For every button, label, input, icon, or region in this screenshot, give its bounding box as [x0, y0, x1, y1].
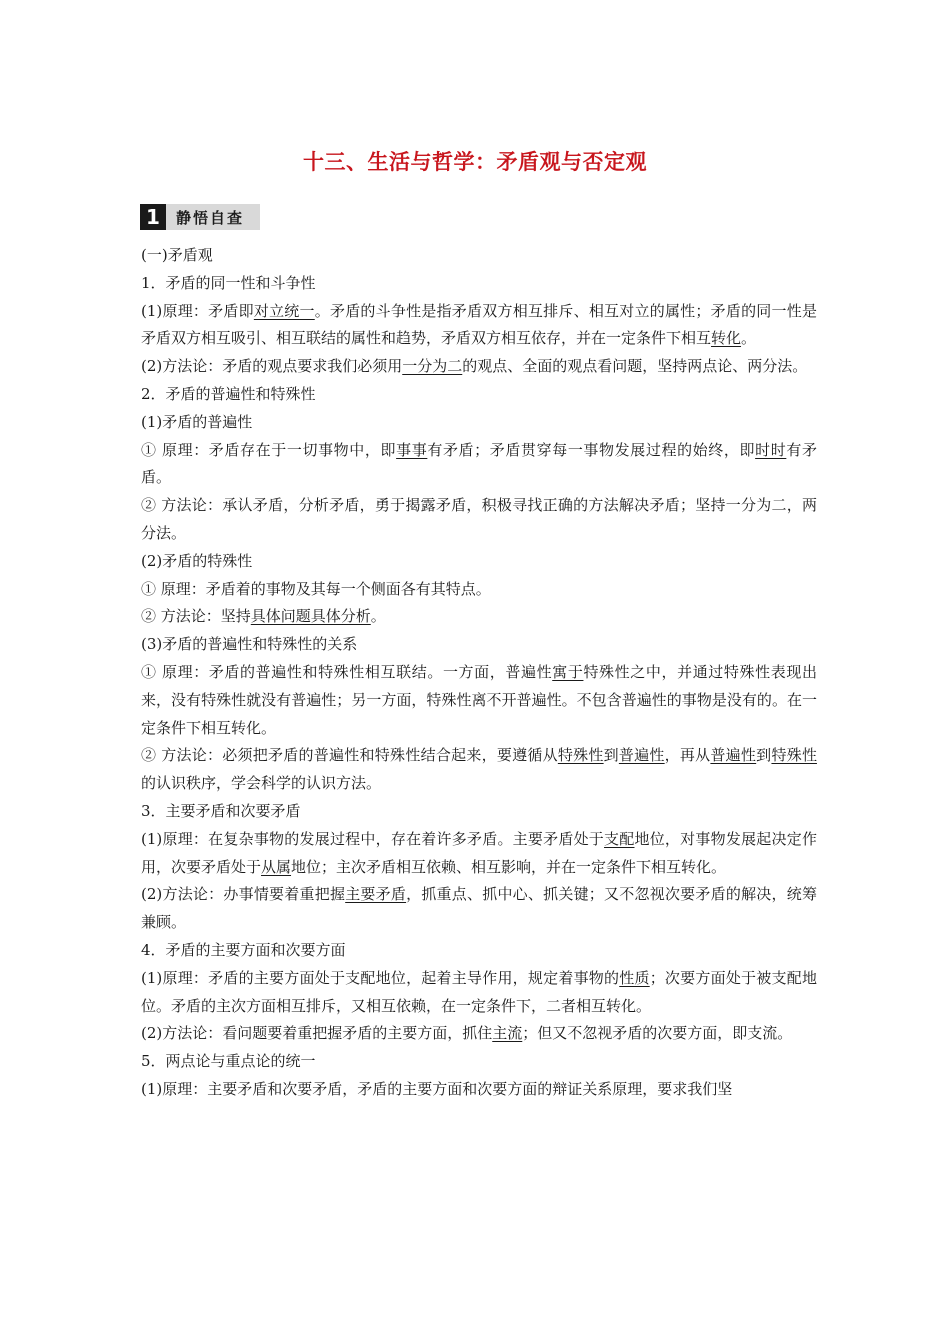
text-segment: 有矛盾；矛盾贯穿每一事物发展过程的始终，即	[427, 440, 756, 459]
underlined-keyword: 普遍性	[710, 746, 757, 765]
paragraph	[141, 1048, 817, 1076]
text-segment: ；但又不忽视矛盾的次要方面，即支流。	[522, 1024, 793, 1043]
paragraph	[141, 631, 817, 659]
text-segment: ① 原理：矛盾着的事物及其每一个侧面各有其特点。	[141, 579, 491, 598]
underlined-keyword: 一分为二	[402, 357, 463, 376]
paragraph	[141, 548, 817, 576]
page-title: 十三、生活与哲学：矛盾观与否定观	[303, 150, 647, 174]
underlined-keyword: 普遍性	[618, 746, 665, 765]
underlined-keyword: 寓于	[552, 662, 584, 681]
text-segment: ② 方法论：承认矛盾，分析矛盾，勇于揭露矛盾，积极寻找正确的方法解决矛盾；坚持一分为二，两分法。	[141, 496, 817, 542]
text-segment: (1)原理：主要矛盾和次要矛盾，矛盾的主要方面和次要方面的辩证关系原理，要求我们坚	[141, 1079, 733, 1098]
text-segment: 特殊性之中，并通过特殊性表现出来，没有特殊性就没有普遍性；另一方面，特殊性离不开普遍性。不包含普遍性的事物是没有的。在一定条件下相互转化。	[141, 662, 817, 737]
text-segment: (1)原理：矛盾即	[141, 301, 254, 320]
underlined-keyword: 支配	[604, 829, 635, 848]
underlined-keyword: 特殊性	[771, 746, 817, 765]
underlined-keyword: 从属	[261, 857, 292, 876]
text-segment: ；次要方面处于被支配地位。矛盾的主次方面相互排斥，又相互依赖，在一定条件下，二者相互转化。	[141, 968, 817, 1015]
paragraph	[141, 826, 817, 882]
text-segment: 有矛盾。	[141, 440, 817, 487]
text-segment: (一)矛盾观	[141, 246, 213, 264]
text-segment: 地位，对事物发展起决定作用，次要矛盾处于	[141, 829, 817, 876]
paragraph	[141, 1076, 817, 1104]
text-segment: 5．两点论与重点论的统一	[141, 1052, 316, 1071]
text-segment: 。	[741, 329, 757, 348]
paragraph	[141, 1020, 817, 1048]
text-segment: 的观点、全面的观点看问题，坚持两点论、两分法。	[462, 357, 808, 376]
underlined-keyword: 具体问题具体分析	[250, 607, 371, 626]
paragraph	[141, 270, 817, 298]
text-segment: 。矛盾的斗争性是指矛盾双方相互排斥、相互对立的属性；矛盾的同一性是矛盾双方相互吸引、相互联结的属性和趋势，矛盾双方相互依存，并在一定条件下相互	[141, 301, 817, 348]
text-segment: 到	[756, 746, 772, 765]
underlined-keyword: 主要矛盾	[345, 885, 407, 904]
paragraph	[141, 965, 817, 1021]
text-segment: (1)原理：在复杂事物的发展过程中，存在着许多矛盾。主要矛盾处于	[141, 829, 605, 848]
paragraph	[141, 798, 817, 826]
underlined-keyword: 对立统一	[253, 301, 315, 320]
underlined-keyword: 转化	[711, 329, 742, 348]
paragraph	[141, 353, 817, 381]
underlined-keyword: 主流	[492, 1024, 523, 1043]
underlined-keyword: 事事	[396, 440, 428, 459]
section-header	[140, 204, 260, 230]
paragraph	[141, 381, 817, 409]
paragraph	[141, 603, 817, 631]
text-segment: ① 原理：矛盾的普遍性和特殊性相互联结。一方面，普遍性	[141, 662, 553, 681]
text-segment: ，再从	[664, 746, 711, 765]
paragraph	[141, 437, 817, 493]
text-segment: 2．矛盾的普遍性和特殊性	[141, 384, 316, 403]
text-segment: 4．矛盾的主要方面和次要方面	[141, 940, 346, 959]
text-segment: 的认识秩序，学会科学的认识方法。	[141, 774, 382, 793]
document-body	[141, 242, 817, 1104]
text-segment: ① 原理：矛盾存在于一切事物中，即	[141, 440, 397, 459]
section-title: 静悟自查	[176, 208, 245, 227]
section-number: 1	[140, 204, 166, 230]
text-segment: ，抓重点、抓中心、抓关键；又不忽视次要矛盾的解决，统筹兼顾。	[141, 885, 817, 932]
paragraph	[141, 298, 817, 354]
underlined-keyword: 特殊性	[557, 746, 604, 765]
text-segment: 到	[603, 746, 619, 765]
text-segment: 1．矛盾的同一性和斗争性	[141, 273, 316, 292]
text-segment: ② 方法论：必须把矛盾的普遍性和特殊性结合起来，要遵循从	[141, 746, 558, 765]
underlined-keyword: 时时	[755, 440, 787, 459]
paragraph	[141, 492, 817, 548]
paragraph	[141, 409, 817, 437]
paragraph	[141, 242, 817, 270]
text-segment: 地位；主次矛盾相互依赖、相互影响，并在一定条件下相互转化。	[291, 857, 727, 876]
text-segment: (1)原理：矛盾的主要方面处于支配地位，起着主导作用，规定着事物的	[141, 968, 620, 987]
paragraph	[141, 576, 817, 604]
text-segment: 。	[370, 607, 386, 626]
text-segment: ② 方法论：坚持	[141, 607, 251, 626]
underlined-keyword: 性质	[619, 968, 650, 987]
text-segment: (2)方法论：矛盾的观点要求我们必须用	[141, 357, 403, 376]
text-segment: 3．主要矛盾和次要矛盾	[141, 801, 301, 820]
paragraph	[141, 881, 817, 937]
text-segment: (3)矛盾的普遍性和特殊性的关系	[141, 635, 358, 654]
text-segment: (2)矛盾的特殊性	[141, 551, 253, 570]
text-segment: (2)方法论：看问题要着重把握矛盾的主要方面，抓住	[141, 1024, 493, 1043]
text-segment: (2)方法论：办事情要着重把握	[141, 885, 346, 904]
paragraph	[141, 659, 817, 742]
text-segment: (1)矛盾的普遍性	[141, 412, 253, 431]
paragraph	[141, 742, 817, 798]
paragraph	[141, 937, 817, 965]
